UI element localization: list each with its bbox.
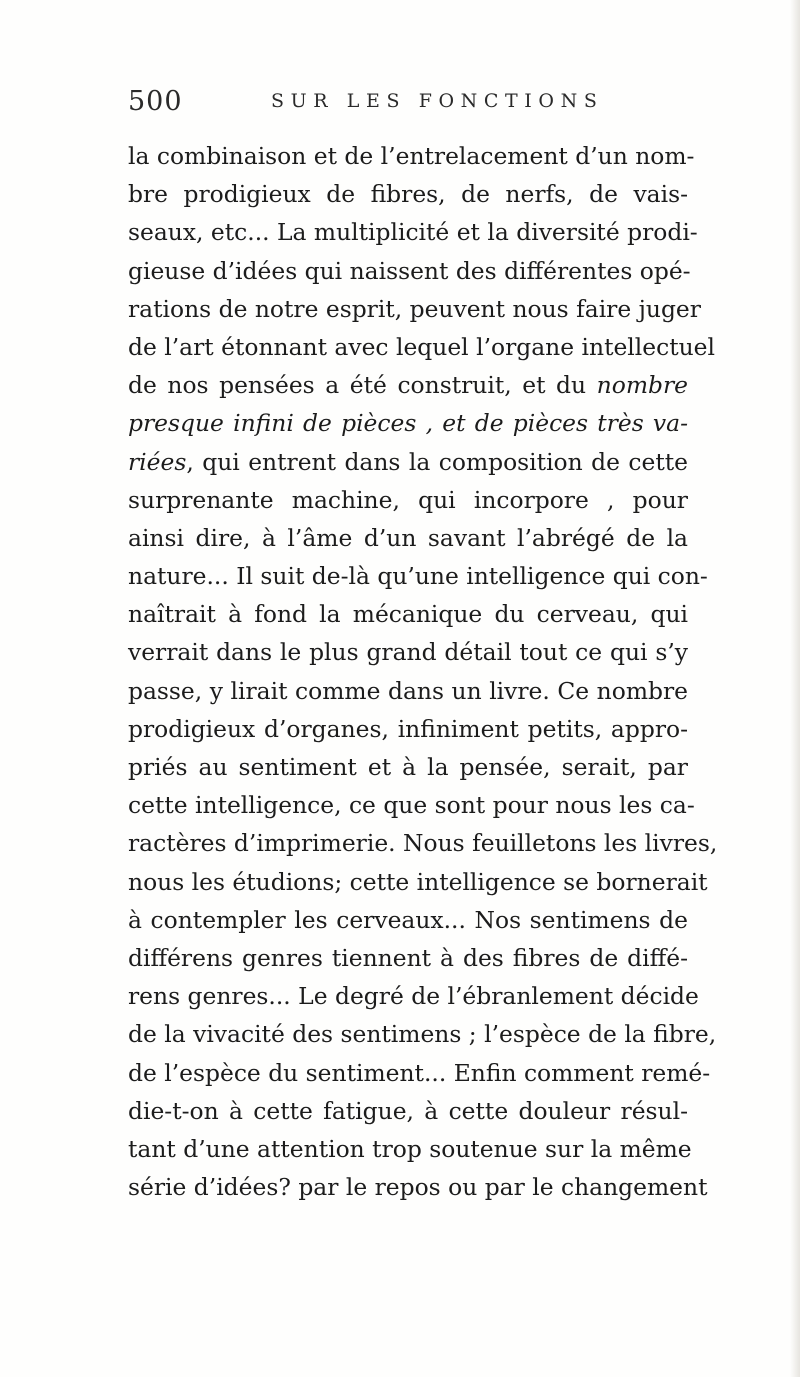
running-title: SUR LES FONCTIONS (271, 90, 604, 112)
text-segment: nature... Il suit de-là qu’une intelligence qui con- (128, 562, 708, 591)
text-segment: cette intelligence, ce que sont pour nous les ca- (128, 791, 695, 820)
text-segment: seaux, etc... La multiplicité et la diversité prodi- (128, 218, 698, 247)
text-segment: de l’espèce du sentiment... Enfin comment remé- (128, 1058, 711, 1087)
text-segment: la combinaison et de l’entrelacement d’un nom- (128, 142, 695, 170)
text-segment: à contempler les cerveaux... Nos sentimens de (128, 905, 688, 934)
text-line (128, 672, 688, 710)
text-segment: différens genres tiennent à des fibres de diffé- (128, 943, 688, 972)
text-line (128, 633, 688, 671)
text-segment: de la vivacité des sentimens ; l’espèce de la fibre, (128, 1020, 717, 1049)
text-segment: rens genres... Le degré de l’ébranlement décide (128, 982, 699, 1011)
text-line (128, 519, 688, 557)
text-segment: prodigieux d’organes, infiniment petits, appro- (128, 714, 688, 743)
text-segment: rations de notre esprit, peuvent nous faire juger (128, 294, 701, 323)
text-line (128, 710, 688, 748)
text-line (128, 175, 688, 213)
text-line (128, 328, 716, 366)
text-segment: de l’art étonnant avec lequel l’organe intellectuel (128, 332, 716, 361)
text-line (128, 1015, 717, 1053)
text-line (128, 443, 688, 481)
text-segment: ainsi dire, à l’âme d’un savant l’abrégé de la (128, 523, 688, 552)
text-line (128, 824, 718, 862)
text-line (128, 1168, 708, 1206)
text-segment: de nos pensées a été construit, et du (128, 371, 597, 400)
text-line (128, 481, 688, 519)
text-segment: bre prodigieux de fibres, de nerfs, de vais- (128, 180, 688, 209)
text-segment: nous les étudions; cette intelligence se bornerait (128, 867, 708, 896)
italic-text: riées (128, 447, 187, 476)
text-line (128, 1130, 692, 1168)
body-text (128, 137, 718, 1206)
page-number: 500 (128, 86, 183, 117)
text-line (128, 1092, 688, 1130)
text-line (128, 595, 688, 633)
text-line (128, 939, 688, 977)
text-line (128, 137, 695, 175)
text-segment: verrait dans le plus grand détail tout ce qui s’y (128, 638, 688, 667)
text-line (128, 213, 698, 251)
text-segment: die-t-on à cette fatigue, à cette douleur résul- (128, 1096, 688, 1125)
italic-text: nombre (596, 371, 688, 400)
running-head (128, 86, 688, 122)
text-segment: tant d’une attention trop soutenue sur la même (128, 1134, 692, 1163)
text-line (128, 1054, 711, 1092)
text-segment: série d’idées? par le repos ou par le changement (128, 1173, 708, 1202)
page-edge-shadow (790, 0, 800, 1377)
text-line (128, 977, 699, 1015)
text-line (128, 748, 688, 786)
text-line (128, 863, 708, 901)
text-line (128, 252, 691, 290)
text-line (128, 786, 695, 824)
text-line (128, 366, 688, 404)
text-line (128, 557, 708, 595)
text-line (128, 901, 688, 939)
text-line (128, 404, 688, 442)
text-segment: ractères d’imprimerie. Nous feuilletons les livres, (128, 829, 718, 858)
text-segment: , qui entrent dans la composition de cette (186, 447, 688, 476)
text-line (128, 290, 701, 328)
text-segment: surprenante machine, qui incorpore , pour (128, 485, 688, 514)
italic-text: presque infini de pièces , et de pièces très va- (128, 409, 688, 438)
text-segment: naîtrait à fond la mécanique du cerveau, qui (128, 600, 688, 629)
text-segment: gieuse d’idées qui naissent des différentes opé- (128, 256, 691, 285)
text-segment: priés au sentiment et à la pensée, serait, par (128, 753, 688, 781)
text-segment: passe, y lirait comme dans un livre. Ce nombre (128, 676, 688, 705)
